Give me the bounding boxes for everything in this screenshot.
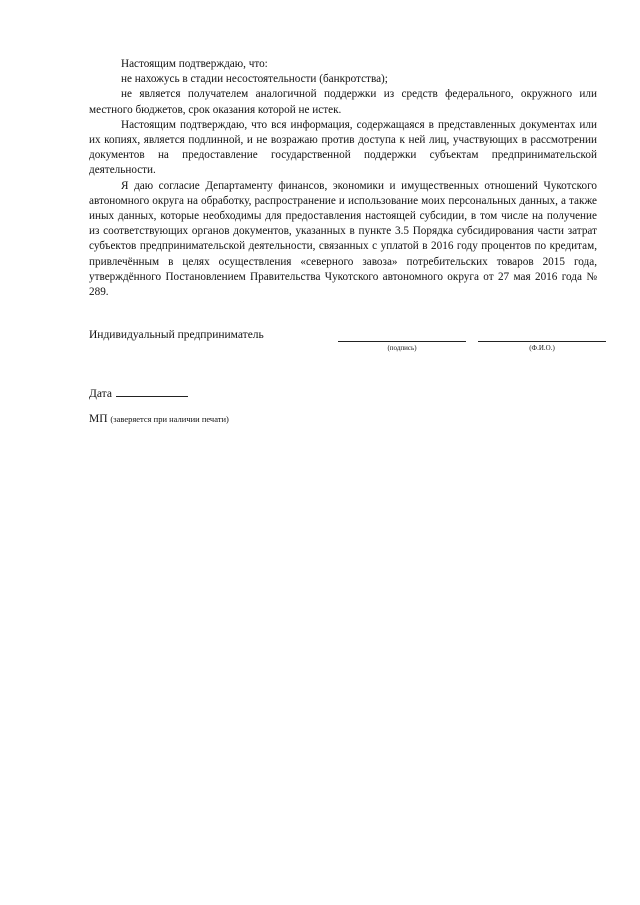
signature-line: [338, 341, 466, 342]
stamp-label: МП: [89, 413, 108, 425]
name-caption: (Ф.И.О.): [529, 344, 555, 352]
signature-label: Индивидуальный предприниматель: [89, 329, 264, 341]
date-blank-line: [116, 386, 188, 397]
document-body: [89, 57, 597, 300]
paragraph: Настоящим подтверждаю, что:: [121, 58, 268, 70]
date-field: [89, 386, 188, 401]
paragraph: не является получателем аналогичной поддержки из средств федерального, окружного или местного бюджетов, срок оказания которой не истек.: [89, 88, 597, 116]
paragraph: не нахожусь в стадии несостоятельности (банкротства);: [121, 73, 388, 86]
paragraph: Я даю согласие Департаменту финансов, экономики и имущественных отношений Чукотского автономного округа на обработку, распространение и использование моих персональных данных, а также иных данных, которые необходимы для предоставления настоящей субсидии, в том числе на получение из соответствующих органов документов, указанных в пункте 3.5 Порядка субсидирования части затрат субъектов предпринимательской деятельности, связанных с уплатой в 2016 году процентов по кредитам, привлечённым в целях осуществления «северного завоза» потребительских товаров 2015 года, утверждённого Постановлением Правительства Чукотского автономного округа от 27 мая 2016 года № 289.: [89, 179, 597, 299]
stamp-note: (заверяется при наличии печати): [110, 414, 229, 424]
stamp-field: [89, 412, 229, 426]
date-label: Дата: [89, 388, 112, 400]
name-line: [478, 341, 606, 342]
signature-caption: (подпись): [387, 344, 417, 352]
paragraph: Настоящим подтверждаю, что вся информация, содержащаяся в представленных документах или их копиях, является подлинной, и не возражаю против доступа к ней лиц, участвующих в рассмотрении документов на предоставление государственной поддержки субъектам предпринимательской деятельности.: [89, 118, 597, 177]
